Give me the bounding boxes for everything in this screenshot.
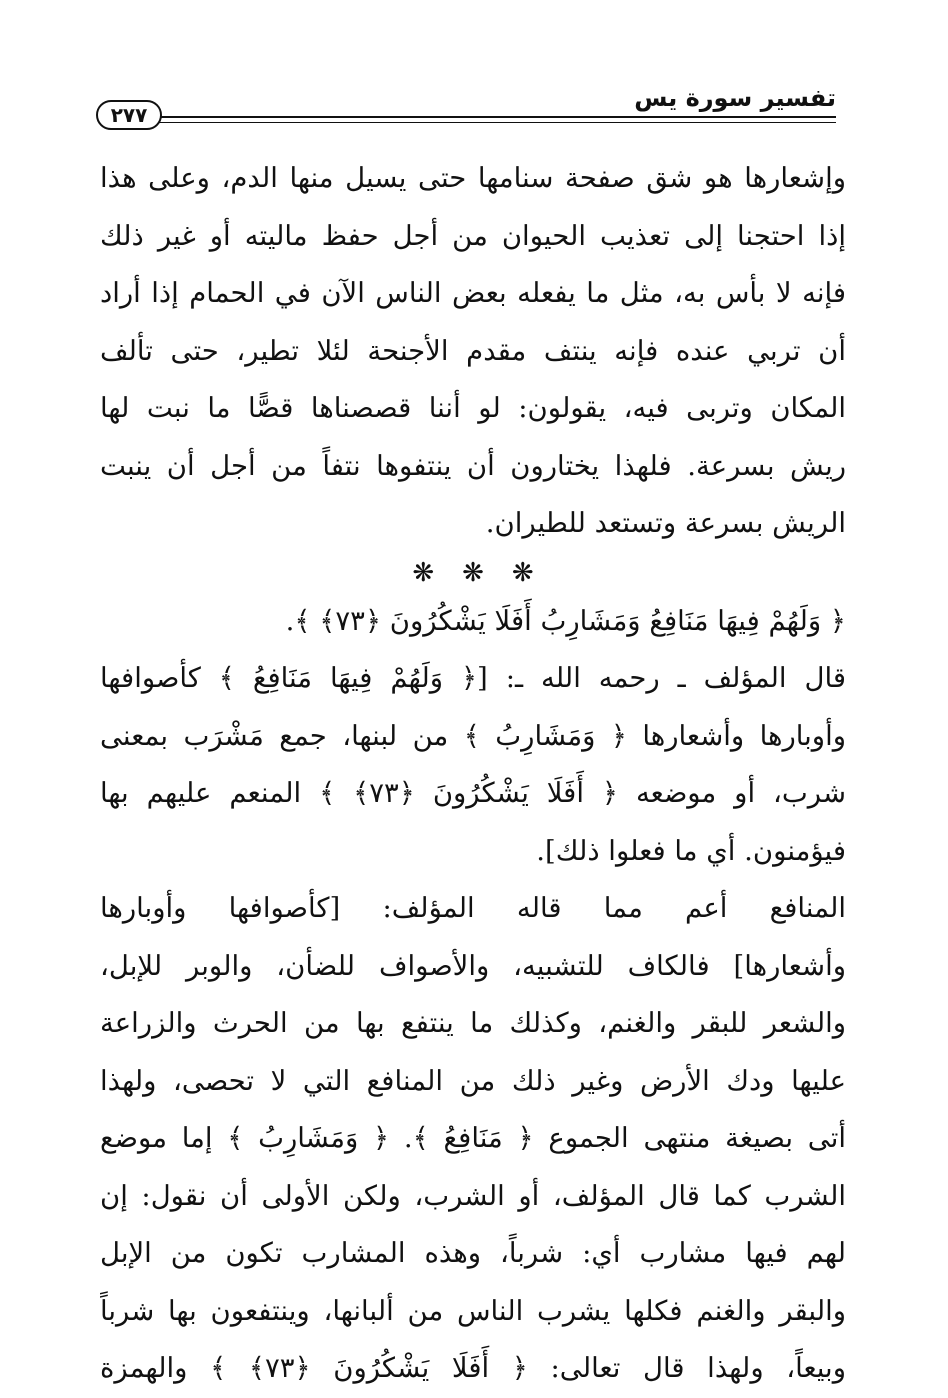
quran-verse: ﴿ وَلَهُمْ فِيهَا مَنَافِعُ وَمَشَارِبُ أَفَلَا يَشْكُرُونَ ﴿٧٣﴾ ﴾. — [285, 604, 846, 637]
header-rule — [156, 116, 836, 118]
text-line: فيؤمنون. أي ما فعلوا ذلك]. — [536, 834, 846, 867]
text-line: ريش بسرعة. فلهذا يختارون أن ينتفوها نتفاً من أجل أن ينبت — [100, 449, 846, 482]
text-line: والشعر للبقر والغنم، وكذلك ما ينتفع بها من الحرث والزراعة — [100, 1007, 846, 1039]
text-line: وأشعارها] فالكاف للتشبيه، والأصواف للضأن، والوبر للإبل، — [100, 949, 846, 982]
surah-title: تفسير سورة يس — [634, 84, 836, 112]
text-line: عليها ودك الأرض وغير ذلك من المنافع التي لا تحصى، ولهذا — [100, 1064, 846, 1097]
page-number: ٢٧٧ — [96, 100, 162, 130]
text-line: الشرب كما قال المؤلف، أو الشرب، ولكن الأولى أن نقول: إن — [100, 1179, 846, 1212]
text-line: لهم فيها مشارب أي: شرباً، وهذه المشارب تكون من الإبل — [100, 1237, 846, 1269]
text-line: المكان وتربى فيه، يقولون: لو أننا قصصناها قصًّا ما نبت لها — [100, 392, 846, 424]
text-line: أتى بصيغة منتهى الجموع ﴿ مَنَافِعُ ﴾. ﴿ وَمَشَارِبُ ﴾ إما موضع — [100, 1122, 846, 1154]
text-line: وإشعارها هو شق صفحة سنامها حتى يسيل منها الدم، وعلى هذا — [100, 162, 846, 194]
text-line: قال المؤلف ـ رحمه الله ـ: [﴿ وَلَهُمْ فِيهَا مَنَافِعُ ﴾ كأصوافها — [100, 662, 846, 694]
text-line: أن تربي عنده فإنه ينتف مقدم الأجنحة لئلا تطير، حتى تألف — [100, 334, 846, 367]
text-line: إذا احتجنا إلى تعذيب الحيوان من أجل حفظ ماليته أو غير ذلك — [100, 219, 846, 252]
text-line: فإنه لا بأس به، مثل ما يفعله بعض الناس الآن في الحمام إذا أراد — [100, 277, 846, 309]
page-header — [96, 82, 836, 130]
section-separator: ❋❋❋ — [412, 557, 562, 588]
text-line: والبقر والغنم فكلها يشرب الناس من ألبانها، وينتفعون بها شرباً — [100, 1294, 846, 1327]
text-line: الريش بسرعة وتستعد للطيران. — [485, 507, 846, 539]
header-rule-thin — [156, 122, 836, 123]
page-body — [100, 150, 846, 1398]
text-line: المنافع أعم مما قاله المؤلف: [كأصوافها وأوبارها — [100, 892, 846, 924]
text-line: وأوبارها وأشعارها ﴿ وَمَشَارِبُ ﴾ من لبنها، جمع مَشْرَب بمعنى — [100, 719, 846, 752]
text-line: وبيعاً، ولهذا قال تعالى: ﴿ أَفَلَا يَشْكُرُونَ ﴿٧٣﴾ ﴾ والهمزة — [100, 1352, 846, 1384]
text-line: شرب، أو موضعه ﴿ أَفَلَا يَشْكُرُونَ ﴿٧٣﴾ ﴾ المنعم عليهم بها — [100, 777, 846, 809]
